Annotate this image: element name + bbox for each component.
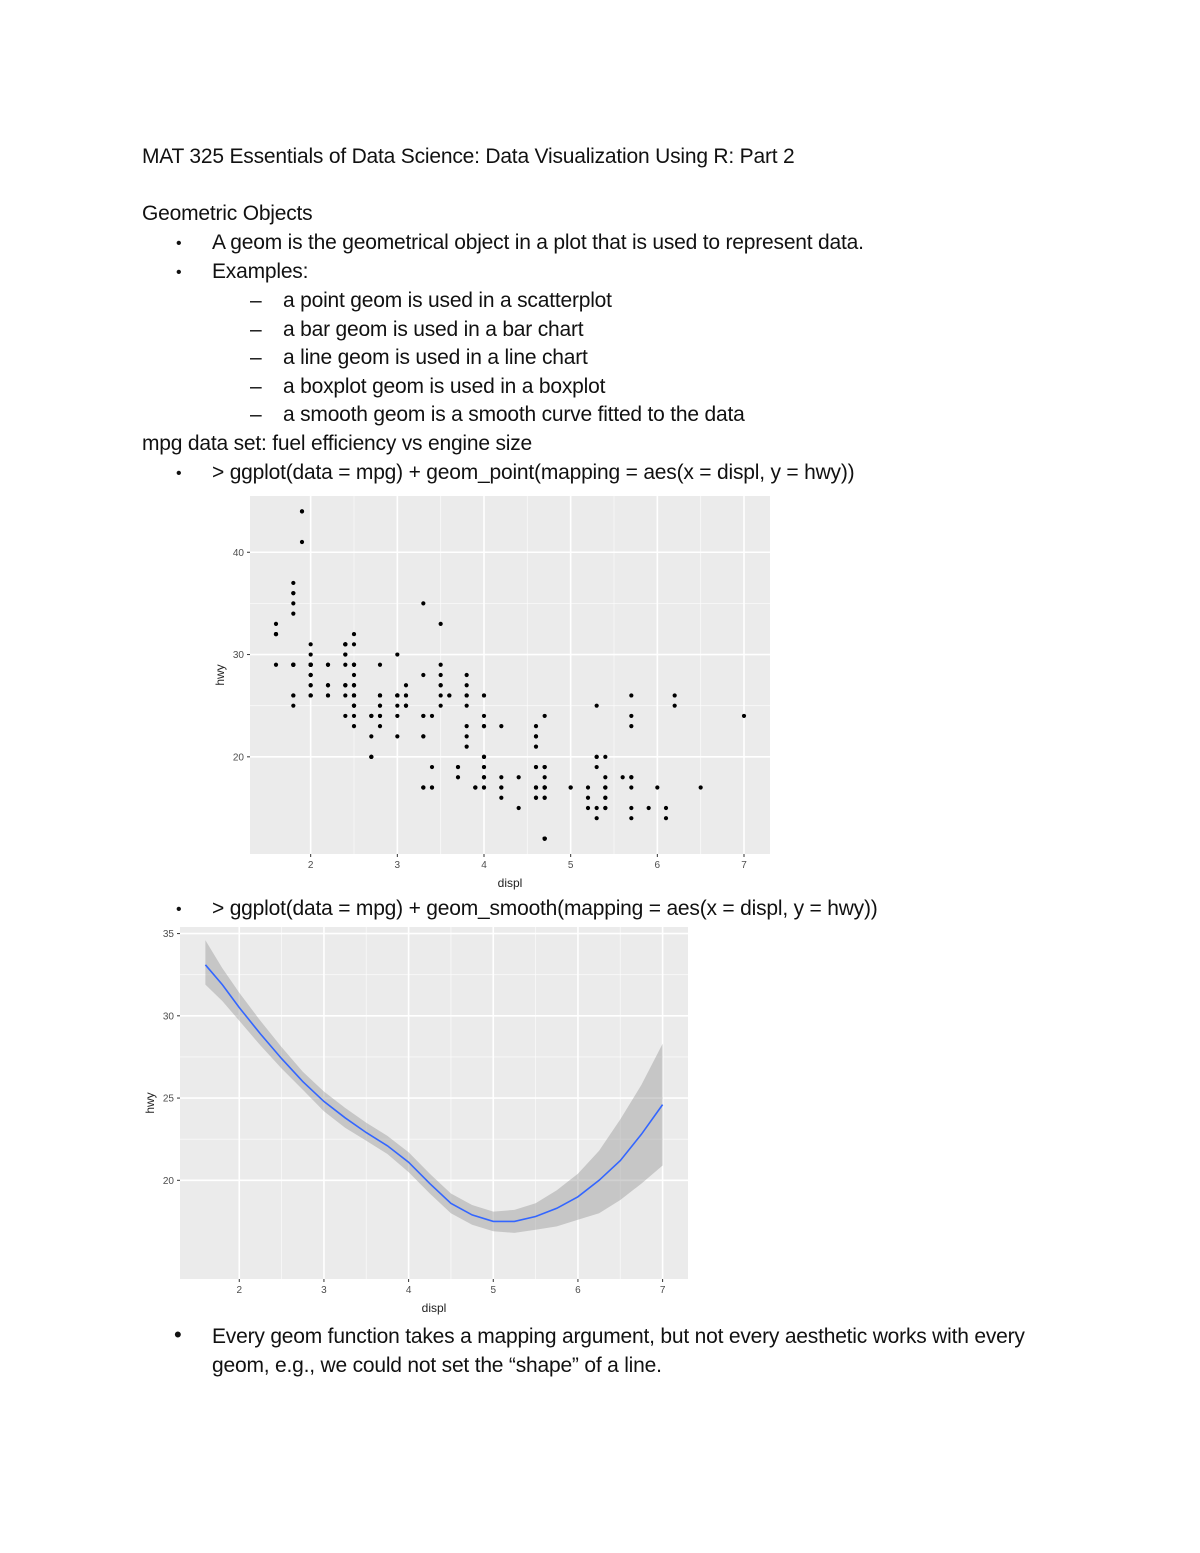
scatter-point xyxy=(430,714,434,718)
scatter-point xyxy=(291,601,295,605)
x-axis-label: displ xyxy=(497,876,523,890)
dash-marker: – xyxy=(250,289,262,312)
scatter-point xyxy=(309,652,313,656)
scatter-point xyxy=(421,734,425,738)
y-tick-label: 20 xyxy=(162,1175,174,1187)
scatter-point xyxy=(595,704,599,708)
scatter-point xyxy=(673,693,677,697)
x-axis-label: displ xyxy=(421,1301,447,1315)
scatter-point xyxy=(465,734,469,738)
scatter-point xyxy=(603,785,607,789)
y-tick-label: 30 xyxy=(232,650,244,662)
scatter-point xyxy=(517,806,521,810)
scatter-point xyxy=(430,765,434,769)
scatter-point xyxy=(378,704,382,708)
scatter-point xyxy=(465,693,469,697)
scatter-point xyxy=(621,775,625,779)
scatter-point xyxy=(326,683,330,687)
x-tick-label: 3 xyxy=(394,860,401,871)
scatter-point xyxy=(352,683,356,687)
scatter-point xyxy=(603,755,607,759)
scatter-point xyxy=(421,673,425,677)
scatter-point xyxy=(465,704,469,708)
dash-marker: – xyxy=(250,375,262,398)
scatter-point xyxy=(482,714,486,718)
plot-panel xyxy=(180,927,688,1279)
scatter-point xyxy=(404,683,408,687)
code-geom-smooth: > ggplot(data = mpg) + geom_smooth(mapping = aes(x = displ, y = hwy)) xyxy=(212,897,878,920)
scatter-point xyxy=(499,796,503,800)
scatter-point xyxy=(291,591,295,595)
bullet-marker: • xyxy=(176,235,182,252)
scatter-point xyxy=(543,765,547,769)
scatter-point xyxy=(499,724,503,728)
scatter-point xyxy=(395,734,399,738)
scatter-point xyxy=(543,775,547,779)
scatter-point xyxy=(482,785,486,789)
example-item: a boxplot geom is used in a boxplot xyxy=(283,375,606,398)
scatter-point xyxy=(343,683,347,687)
scatter-point xyxy=(421,601,425,605)
scatter-point xyxy=(543,796,547,800)
x-tick-label: 2 xyxy=(236,1285,243,1296)
scatter-point xyxy=(499,785,503,789)
x-tick-label: 5 xyxy=(567,860,574,871)
scatter-point xyxy=(655,785,659,789)
scatter-point xyxy=(647,806,651,810)
scatter-point xyxy=(465,683,469,687)
scatter-point xyxy=(439,704,443,708)
y-tick-label: 20 xyxy=(232,752,244,764)
scatter-point xyxy=(499,775,503,779)
scatter-plot-svg xyxy=(210,492,785,892)
scatter-point xyxy=(543,837,547,841)
scatter-point xyxy=(603,796,607,800)
code-geom-point: > ggplot(data = mpg) + geom_point(mapping = aes(x = displ, y = hwy)) xyxy=(212,461,855,484)
scatter-point xyxy=(309,663,313,667)
scatter-point xyxy=(629,724,633,728)
scatter-point xyxy=(343,642,347,646)
scatter-point xyxy=(465,673,469,677)
scatter-point xyxy=(430,785,434,789)
y-tick-label: 25 xyxy=(162,1093,174,1105)
scatter-point xyxy=(586,796,590,800)
scatter-point xyxy=(534,785,538,789)
scatter-point xyxy=(291,581,295,585)
scatter-point xyxy=(326,663,330,667)
scatter-point xyxy=(534,734,538,738)
dash-marker: – xyxy=(250,318,262,341)
x-tick-label: 7 xyxy=(741,860,747,871)
y-axis-label: hwy xyxy=(143,1092,157,1114)
scatter-point xyxy=(534,765,538,769)
scatter-point xyxy=(595,755,599,759)
scatter-point xyxy=(439,673,443,677)
bullet-marker: • xyxy=(176,264,182,281)
scatter-point xyxy=(352,724,356,728)
scatter-point xyxy=(343,652,347,656)
scatter-point xyxy=(309,642,313,646)
scatter-point xyxy=(378,693,382,697)
scatter-point xyxy=(369,734,373,738)
scatter-point xyxy=(343,663,347,667)
scatter-point xyxy=(352,693,356,697)
scatter-point xyxy=(274,622,278,626)
scatter-point xyxy=(369,755,373,759)
scatter-point xyxy=(352,632,356,636)
scatter-point xyxy=(404,704,408,708)
scatter-point xyxy=(482,693,486,697)
y-tick-label: 40 xyxy=(232,547,244,559)
scatter-point xyxy=(699,785,703,789)
scatter-point xyxy=(274,663,278,667)
scatter-point xyxy=(352,642,356,646)
x-tick-label: 4 xyxy=(405,1285,412,1296)
scatter-point xyxy=(274,632,278,636)
scatter-point xyxy=(465,745,469,749)
x-tick-label: 6 xyxy=(654,860,661,871)
scatter-point xyxy=(456,765,460,769)
bullet-item-examples: Examples: xyxy=(212,260,309,283)
scatter-point xyxy=(456,775,460,779)
scatter-point xyxy=(309,693,313,697)
section-heading: Geometric Objects xyxy=(142,202,313,225)
scatter-point xyxy=(586,806,590,810)
scatter-point xyxy=(369,714,373,718)
scatter-point xyxy=(586,785,590,789)
x-tick-label: 5 xyxy=(490,1285,497,1296)
scatter-point xyxy=(482,724,486,728)
scatter-point xyxy=(291,663,295,667)
scatter-point xyxy=(291,612,295,616)
bullet-marker: • xyxy=(176,901,182,918)
scatter-point xyxy=(352,673,356,677)
scatter-point xyxy=(629,775,633,779)
scatter-point xyxy=(352,704,356,708)
scatter-point xyxy=(395,714,399,718)
scatter-point xyxy=(629,785,633,789)
scatter-point xyxy=(439,663,443,667)
scatter-point xyxy=(352,663,356,667)
scatter-point xyxy=(439,683,443,687)
scatter-point xyxy=(309,673,313,677)
scatter-point xyxy=(482,765,486,769)
y-tick-label: 30 xyxy=(162,1011,174,1023)
x-tick-label: 3 xyxy=(321,1285,327,1296)
scatter-plot xyxy=(210,492,785,892)
scatter-point xyxy=(673,704,677,708)
dash-marker: – xyxy=(250,346,262,369)
y-tick-label: 35 xyxy=(162,929,174,941)
scatter-point xyxy=(664,816,668,820)
x-tick-label: 2 xyxy=(307,860,314,871)
scatter-point xyxy=(395,652,399,656)
scatter-point xyxy=(664,806,668,810)
page-title: MAT 325 Essentials of Data Science: Data Visualization Using R: Part 2 xyxy=(142,145,795,168)
scatter-point xyxy=(534,745,538,749)
scatter-point xyxy=(603,806,607,810)
x-tick-label: 6 xyxy=(575,1285,581,1296)
scatter-point xyxy=(482,755,486,759)
x-tick-label: 7 xyxy=(659,1285,666,1296)
scatter-point xyxy=(439,693,443,697)
scatter-point xyxy=(395,704,399,708)
scatter-point xyxy=(543,785,547,789)
scatter-point xyxy=(309,683,313,687)
scatter-point xyxy=(421,785,425,789)
scatter-point xyxy=(465,724,469,728)
scatter-point xyxy=(439,622,443,626)
scatter-point xyxy=(595,806,599,810)
y-axis-label: hwy xyxy=(213,664,227,686)
scatter-point xyxy=(517,775,521,779)
smooth-plot xyxy=(140,925,700,1317)
scatter-point xyxy=(343,693,347,697)
x-tick-label: 4 xyxy=(481,860,487,871)
dataset-heading: mpg data set: fuel efficiency vs engine size xyxy=(142,432,533,455)
final-note: Every geom function takes a mapping argument, but not every aesthetic works with every geom, e.g., we could not set the “shape” of a line. xyxy=(212,1325,1025,1377)
scatter-point xyxy=(482,775,486,779)
scatter-point xyxy=(629,806,633,810)
scatter-point xyxy=(300,540,304,544)
scatter-point xyxy=(378,663,382,667)
scatter-point xyxy=(395,693,399,697)
scatter-point xyxy=(352,714,356,718)
dash-marker: – xyxy=(250,403,262,426)
scatter-point xyxy=(447,693,451,697)
bullet-marker: • xyxy=(174,1322,182,1347)
scatter-point xyxy=(629,816,633,820)
example-item: a point geom is used in a scatterplot xyxy=(283,289,612,312)
scatter-point xyxy=(543,714,547,718)
scatter-point xyxy=(595,765,599,769)
scatter-point xyxy=(742,714,746,718)
example-item: a bar geom is used in a bar chart xyxy=(283,318,584,341)
scatter-point xyxy=(291,704,295,708)
smooth-plot-svg xyxy=(140,925,700,1317)
bullet-marker: • xyxy=(176,465,182,482)
scatter-point xyxy=(569,785,573,789)
scatter-point xyxy=(291,693,295,697)
scatter-point xyxy=(595,816,599,820)
scatter-point xyxy=(534,724,538,728)
scatter-point xyxy=(300,509,304,513)
bullet-item-geom-definition: A geom is the geometrical object in a plot that is used to represent data. xyxy=(212,231,864,254)
plot-panel xyxy=(250,496,770,854)
scatter-point xyxy=(629,693,633,697)
scatter-point xyxy=(378,724,382,728)
scatter-point xyxy=(421,714,425,718)
scatter-point xyxy=(404,693,408,697)
scatter-point xyxy=(343,714,347,718)
scatter-point xyxy=(378,714,382,718)
scatter-point xyxy=(473,785,477,789)
scatter-point xyxy=(603,775,607,779)
scatter-point xyxy=(629,714,633,718)
example-item: a smooth geom is a smooth curve fitted to the data xyxy=(283,403,745,426)
scatter-point xyxy=(326,693,330,697)
scatter-point xyxy=(534,796,538,800)
example-item: a line geom is used in a line chart xyxy=(283,346,588,369)
